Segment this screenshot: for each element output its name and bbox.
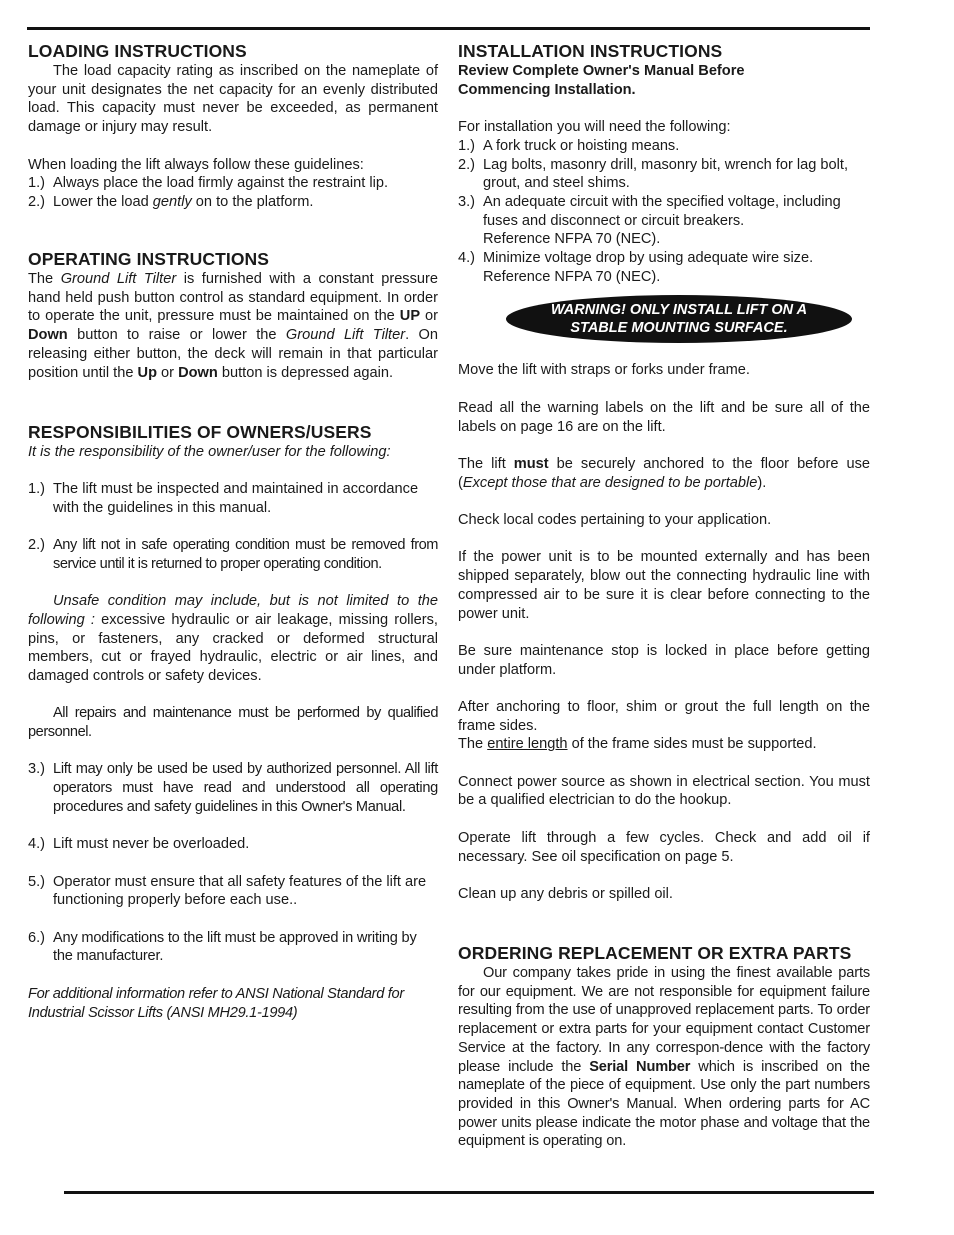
review-manual-line-2: Commencing Installation. (458, 81, 636, 98)
unsafe-condition-paragraph: Unsafe condition may include, but is not limited to the following : excessive hydraulic or air leakage, missing rollers, pins, or fasteners, any cracked or deformed structural members, cut or frayed hydraulic, electric or air lines, and damaged controls or safety devices. (28, 593, 438, 684)
shim-grout-text: After anchoring to floor, shim or grout the full length on the frame sides. (458, 698, 870, 734)
local-codes-text: Check local codes pertaining to your application. (458, 512, 772, 528)
responsibility-item: 4.) Lift must never be overloaded. (28, 836, 250, 853)
installation-item: 4.) Minimize voltage drop by using adequate wire size. Reference NFPA 70 (NEC). (458, 250, 814, 285)
installation-item: 3.) An adequate circuit with the specified voltage, including fuses and disconnect or circuit breakers. Reference NFPA 70 (NEC). (458, 193, 841, 248)
left-column (28, 40, 438, 1022)
operate-cycles-text: Operate lift through a few cycles. Check and add oil if necessary. See oil specification on page 5. (458, 829, 870, 865)
installation-item: 1.) A fork truck or hoisting means. (458, 137, 680, 154)
ansi-reference-note: For additional information refer to ANSI National Standard for Industrial Scissor Lifts (ANSI MH29.1-1994) (28, 985, 404, 1021)
installation-needs-intro: For installation you will need the following: (458, 119, 731, 136)
repairs-paragraph: All repairs and maintenance must be performed by qualified personnel. (28, 705, 438, 741)
maintenance-stop-text: Be sure maintenance stop is locked in place before getting under platform. (458, 642, 870, 678)
responsibilities-intro: It is the responsibility of the owner/user for the following: (28, 443, 391, 460)
operating-title: OPERATING INSTRUCTIONS (28, 249, 270, 269)
anchor-text: The lift must be securely anchored to the floor before use (Except those that are designed to be portable). (458, 455, 870, 491)
loading-item: 2.) Lower the load gently on to the platform. (28, 193, 314, 210)
ordering-paragraph: Our company takes pride in using the finest available parts for our equipment. We are not responsible for equipment failure resulting from the use of unapproved replacement parts. To order replacement or extra parts for your equipment contact Customer Service at the factory. In any correspon-dence with the factory please include the Serial Number which is inscribed on the nameplate of the piece of equipment. Use only the part numbers provided in this Owner's Manual. When ordering parts for AC power units please indicate the motor phase and voltage that the equipment is operating on. (458, 965, 870, 1150)
frame-support-text: The entire length of the frame sides must be supported. (458, 736, 817, 753)
cleanup-text: Clean up any debris or spilled oil. (458, 885, 673, 902)
warning-labels-text: Read all the warning labels on the lift and be sure all of the labels on page 16 are on the lift. (458, 399, 870, 435)
loading-title: LOADING INSTRUCTIONS (28, 41, 247, 61)
responsibility-item: 6.) Any modifications to the lift must be approved in writing by the manufacturer. (28, 929, 417, 965)
warning-badge: WARNING! ONLY INSTALL LIFT ON A STABLE MOUNTING SURFACE. (506, 295, 852, 343)
right-column (458, 40, 870, 1151)
installation-item: 2.) Lag bolts, masonry drill, masonry bit, wrench for lag bolt, grout, and steel shims. (458, 156, 849, 192)
loading-item: 1.) Always place the load firmly against the restraint lip. (28, 175, 389, 192)
power-unit-text: If the power unit is to be mounted externally and has been shipped separately, blow out the connecting hydraulic line with compressed air to be sure it is clear before connecting to the power unit. (458, 549, 870, 622)
ordering-title: ORDERING REPLACEMENT OR EXTRA PARTS (458, 943, 852, 964)
review-manual-line-1: Review Complete Owner's Manual Before (458, 63, 745, 79)
connect-power-text: Connect power source as shown in electrical section. You must be a qualified electrician to do the hookup. (458, 773, 870, 809)
bottom-rule (64, 1191, 874, 1194)
top-rule (27, 27, 870, 30)
responsibility-item: 1.) The lift must be inspected and maintained in accordance with the guidelines in this manual. (28, 481, 419, 516)
responsibilities-title: RESPONSIBILITIES OF OWNERS/USERS (28, 421, 372, 442)
responsibility-item: 5.) Operator must ensure that all safety features of the lift are functioning properly before each use.. (28, 873, 427, 909)
loading-guidelines-intro: When loading the lift always follow these guidelines: (28, 156, 364, 173)
installation-title: INSTALLATION INSTRUCTIONS (458, 41, 723, 61)
responsibility-item: 2.) Any lift not in safe operating condition must be removed from service until it is returned to proper operating condition. (28, 537, 438, 572)
operating-paragraph: The Ground Lift Tilter is furnished with a constant pressure hand held push button control as standard equipment. In order to operate the unit, pressure must be maintained on the UP or Down button to raise or lower the Ground Lift Tilter. On releasing either button, the deck will remain in that particular position until the Up or Down button is depressed again. (28, 271, 439, 381)
move-lift-text: Move the lift with straps or forks under frame. (458, 362, 750, 379)
responsibility-item: 3.) Lift may only be used be used by authorized personnel. All lift operators must have read and understood all operating procedures and safety guidelines in this Owner's Manual. (28, 761, 438, 815)
loading-paragraph: The load capacity rating as inscribed on the nameplate of your unit designates the net capacity for an evenly distributed load. This capacity must never be exceeded, as permanent damage or injury may result. (28, 63, 438, 136)
